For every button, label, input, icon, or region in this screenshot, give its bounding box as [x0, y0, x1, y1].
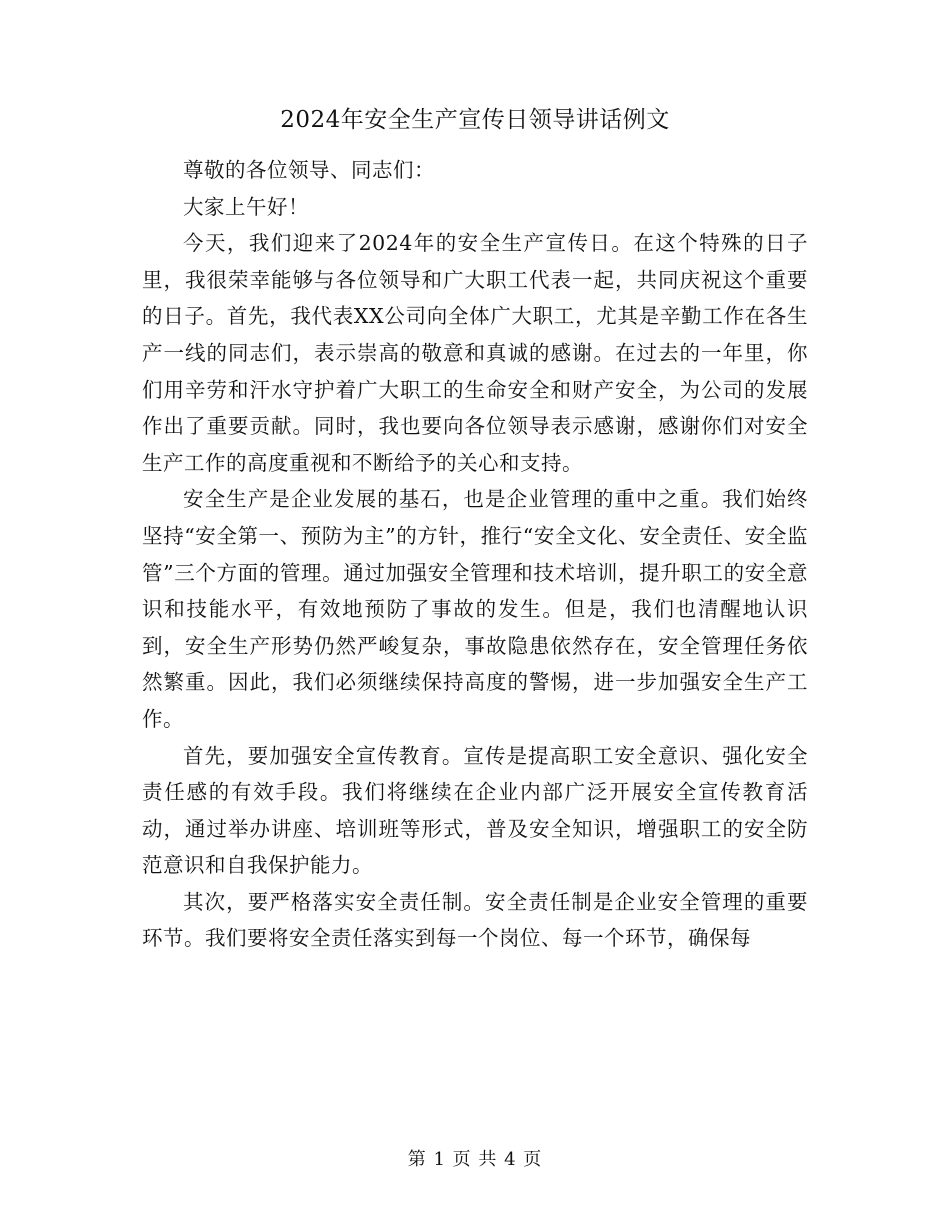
- document-body: [142, 152, 808, 957]
- body-paragraph: 安全生产是企业发展的基石，也是企业管理的重中之重。我们始终坚持“安全第一、预防为主”的方针，推行“安全文化、安全责任、安全监管”三个方面的管理。通过加强安全管理和技术培训，提升职工的安全意识和技能水平，有效地预防了事故的发生。但是，我们也清醒地认识到，安全生产形势仍然严峻复杂，事故隐患依然存在，安全管理任务依然繁重。因此，我们必须继续保持高度的警惕，进一步加强安全生产工作。: [142, 487, 808, 731]
- body-paragraph: 首先，要加强安全宣传教育。宣传是提高职工安全意识、强化安全责任感的有效手段。我们将继续在企业内部广泛开展安全宣传教育活动，通过举办讲座、培训班等形式，普及安全知识，增强职工的安全防范意识和自我保护能力。: [142, 743, 808, 878]
- page-number-footer: 第 1 页 共 4 页: [407, 1149, 543, 1170]
- body-paragraph: 其次，要严格落实安全责任制。安全责任制是企业安全管理的重要环节。我们要将安全责任落实到每一个岗位、每一个环节，确保每: [142, 889, 808, 951]
- body-paragraph: 今天，我们迎来了2024年的安全生产宣传日。在这个特殊的日子里，我很荣幸能够与各位领导和广大职工代表一起，共同庆祝这个重要的日子。首先，我代表XX公司向全体广大职工，尤其是辛勤工作在各生产一线的同志们，表示崇高的敬意和真诚的感谢。在过去的一年里，你们用辛劳和汗水守护着广大职工的生命安全和财产安全，为公司的发展作出了重要贡献。同时，我也要向各位领导表示感谢，感谢你们对安全生产工作的高度重视和不断给予的关心和支持。: [142, 231, 808, 475]
- salutation-paragraph: 尊敬的各位领导、同志们：: [183, 158, 435, 182]
- document-title: 2024年安全生产宣传日领导讲话例文: [280, 107, 670, 133]
- greeting-paragraph: 大家上午好！: [183, 194, 309, 219]
